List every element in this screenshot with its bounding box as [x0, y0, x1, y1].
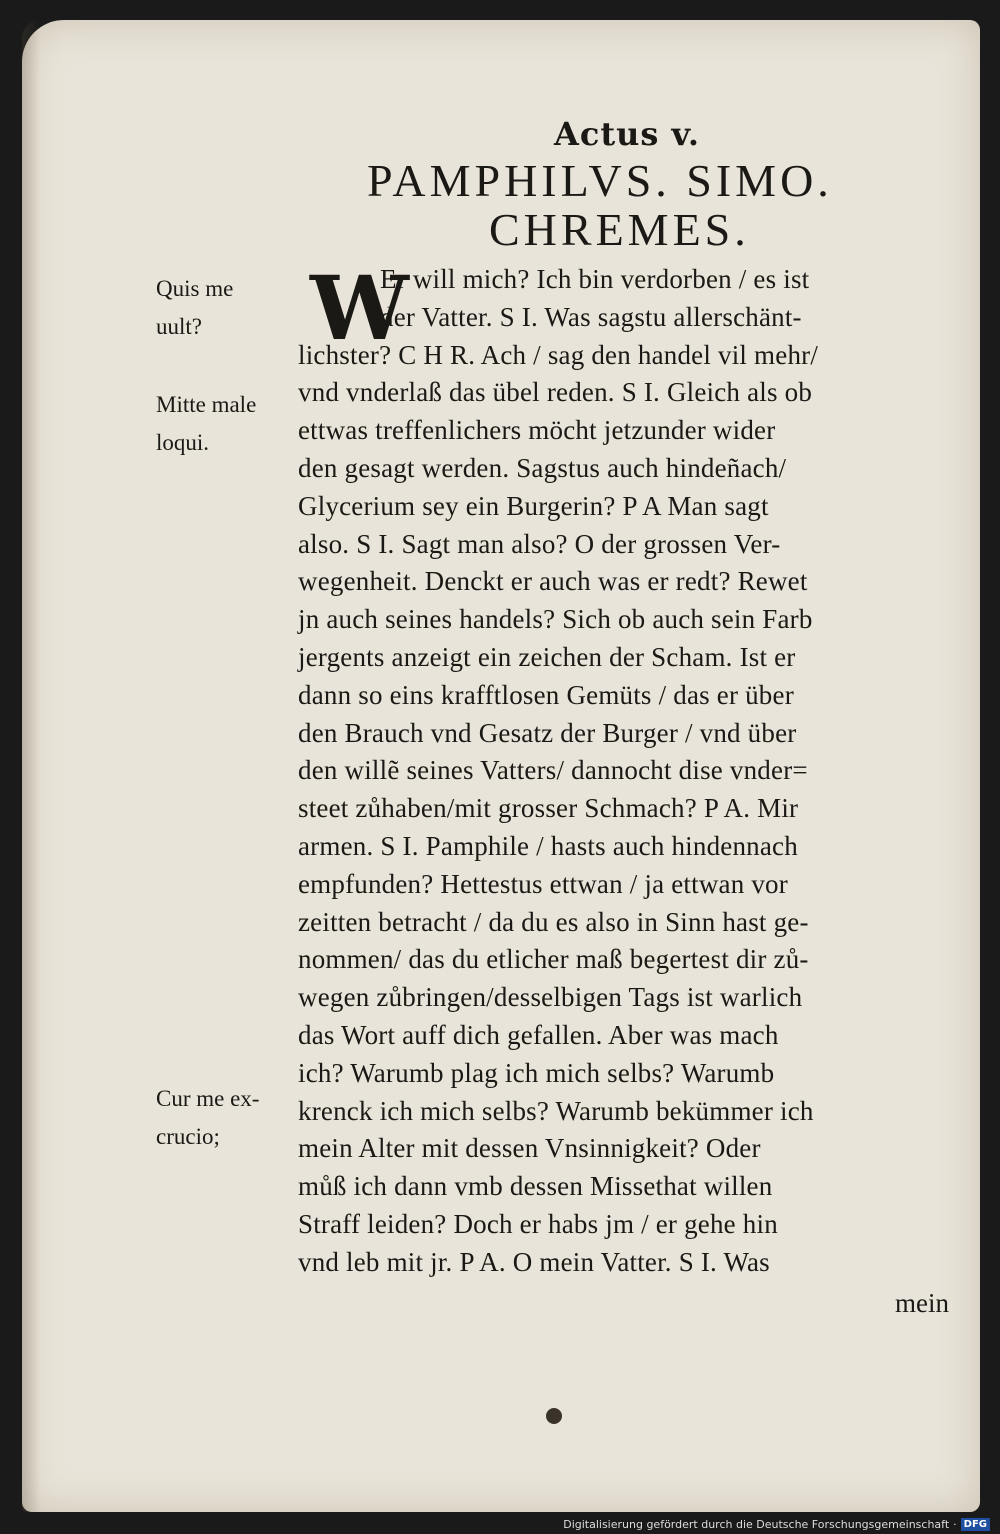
text-line: Glycerium sey ein Burgerin? P A Man sagt [298, 490, 769, 521]
text-line: můß ich dann vmb dessen Missethat willen [298, 1171, 773, 1202]
drop-cap-initial: W [310, 256, 409, 360]
text-line: wegenheit. Denckt er auch was er redt? Rewet [298, 566, 808, 597]
margin-note-line: Cur me ex- [156, 1086, 260, 1111]
speaker-heading-line-1: PAMPHILVS. SIMO. [367, 155, 833, 206]
text-line: dann so eins krafftlosen Gemüts / das er über [298, 679, 794, 710]
page-ornament [546, 1408, 562, 1424]
text-line: jergents anzeigt ein zeichen der Scham. Ist er [298, 642, 796, 672]
text-line: steet zůhaben/mit grosser Schmach? P A. Mir [298, 793, 799, 824]
book-page [22, 20, 980, 1512]
credit-text: Digitalisierung gefördert durch die Deutsche Forschungsgemeinschaft [563, 1518, 950, 1531]
catchword: mein [895, 1288, 949, 1318]
text-line: der Vatter. S I. Was sagstu allerschänt- [380, 301, 802, 332]
text-line: nommen/ das du etlicher maß begertest dir zů- [298, 944, 809, 975]
text-line: den Brauch vnd Gesatz der Burger / vnd über [298, 717, 797, 748]
margin-note-line: Quis me [156, 276, 234, 301]
text-line: den gesagt werden. Sagstus auch hindeñach/ [298, 453, 787, 483]
margin-note-line: loqui. [156, 430, 210, 455]
margin-note-1 [156, 270, 233, 346]
text-line: empfunden? Hettestus ettwan / ja ettwan vor [298, 868, 788, 899]
text-line: mein Alter mit dessen Vnsinnigkeit? Oder [298, 1133, 761, 1164]
margin-note-line: crucio; [156, 1124, 220, 1149]
act-title: Actus v. [554, 115, 701, 153]
text-line: vnd leb mit jr. P A. O mein Vatter. S I. Was [298, 1246, 770, 1277]
text-line: Er will mich? Ich bin verdorben / es ist [380, 264, 810, 294]
speaker-heading-line-2: CHREMES. [489, 204, 750, 255]
margin-note-line: Mitte male [156, 392, 257, 417]
dfg-logo: DFG [961, 1518, 990, 1531]
text-line: ich? Warumb plag ich mich selbs? Warumb [298, 1057, 775, 1088]
margin-note-2 [156, 386, 256, 462]
text-line: ettwas treffenlichers möcht jetzunder wider [298, 415, 776, 446]
margin-note-line: uult? [156, 314, 202, 339]
text-line: vnd vnderlaß das übel reden. S I. Gleich als ob [298, 377, 813, 408]
text-line: krenck ich mich selbs? Warumb bekümmer ich [298, 1095, 814, 1126]
text-line: armen. S I. Pamphile / hasts auch hindennach [298, 831, 798, 861]
text-line: das Wort auff dich gefallen. Aber was mach [298, 1020, 779, 1050]
digitization-credit-bar: Digitalisierung gefördert durch die Deutsche Forschungsgemeinschaft · DFG [563, 1518, 990, 1531]
text-line: zeitten betracht / da du es also in Sinn hast ge- [298, 906, 809, 937]
text-line: jn auch seines handels? Sich ob auch sein Farb [298, 604, 813, 635]
text-line: lichster? C H R. Ach / sag den handel vil mehr/ [298, 339, 819, 370]
text-line: wegen zůbringen/desselbigen Tags ist warlich [298, 982, 803, 1013]
text-line: Straff leiden? Doch er habs jm / er gehe hin [298, 1209, 778, 1239]
text-line: also. S I. Sagt man also? O der grossen Ver- [298, 528, 781, 559]
text-line: den willẽ seines Vatters/ dannocht dise vnder= [298, 755, 808, 786]
margin-note-3 [156, 1080, 259, 1156]
